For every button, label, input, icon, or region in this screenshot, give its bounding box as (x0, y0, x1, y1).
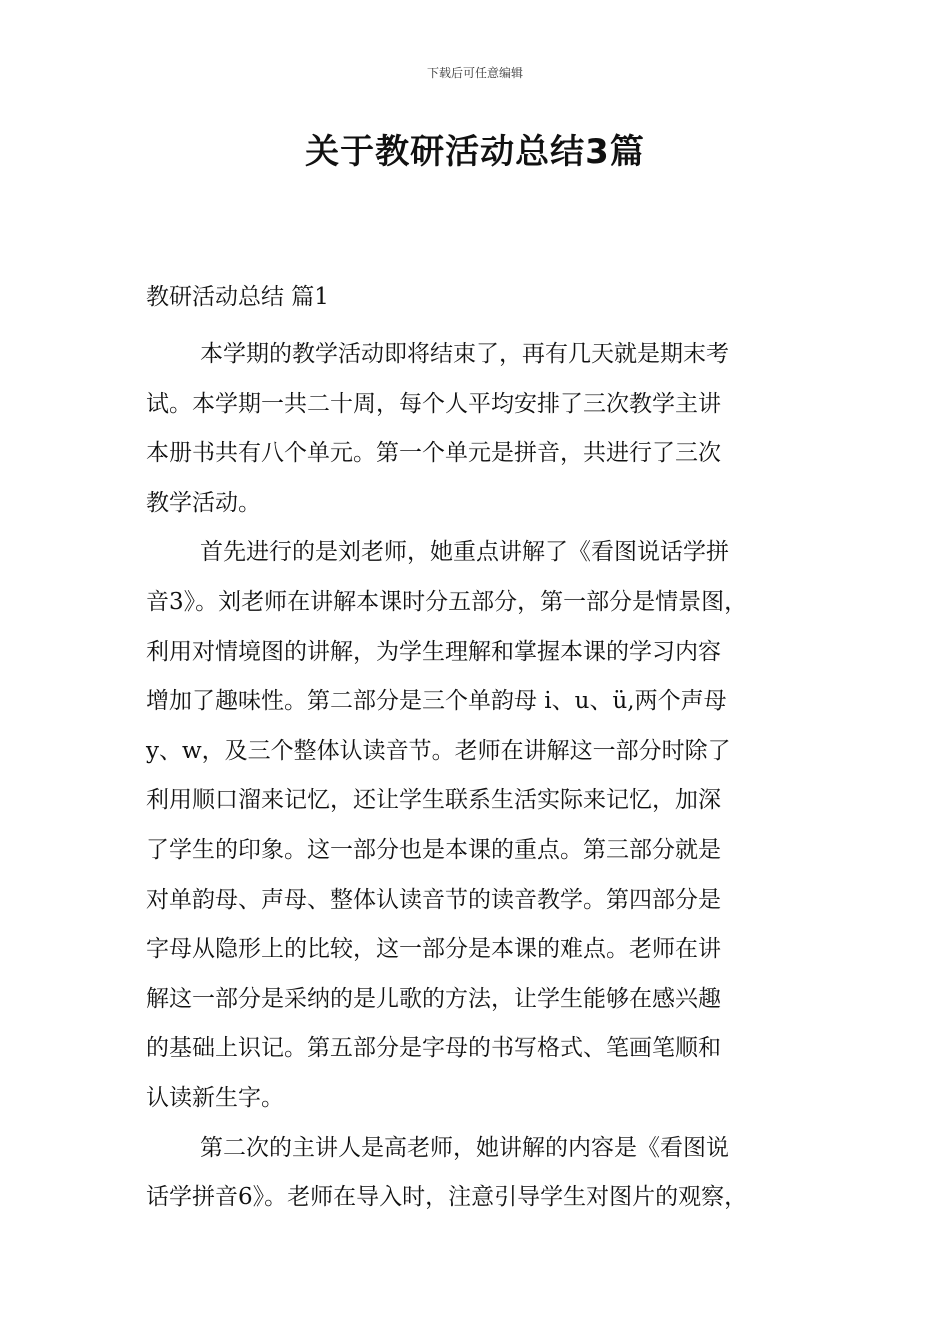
text-line: 增加了趣味性。第二部分是三个单韵母 i、u、ü,两个声母 (146, 688, 727, 715)
text-line: 利用对情境图的讲解，为学生理解和掌握本课的学习内容 (146, 638, 721, 665)
text-line: 本学期的教学活动即将结束了，再有几天就是期末考 (200, 341, 729, 367)
paragraph-3 (146, 1124, 808, 1223)
text-line: 的基础上识记。第五部分是字母的书写格式、笔画笔顺和 (146, 1035, 721, 1062)
text-line: 音3》。刘老师在讲解本课时分五部分，第一部分是情景图， (146, 588, 748, 615)
text-line: 利用顺口溜来记忆，还让学生联系生活实际来记忆，加深 (146, 787, 721, 814)
text-line: 解这一部分是采纳的是儿歌的方法，让学生能够在感兴趣 (146, 985, 721, 1012)
text-line: 对单韵母、声母、整体认读音节的读音教学。第四部分是 (146, 886, 721, 913)
text-line: 话学拼音6》。老师在导入时，注意引导学生对图片的观察， (146, 1184, 748, 1211)
text-line: 教学活动。 (146, 489, 261, 516)
paragraph-2 (146, 528, 808, 1123)
text-line: 首先进行的是刘老师，她重点讲解了《看图说话学拼 (200, 539, 729, 566)
page-header: 下载后可任意编辑 (426, 66, 523, 80)
paragraph-1 (146, 330, 808, 528)
text-line: 了学生的印象。这一部分也是本课的重点。第三部分就是 (146, 836, 721, 863)
text-line: 本册书共有八个单元。第一个单元是拼音，共进行了三次 (146, 440, 721, 467)
text-line: 试。本学期一共二十周，每个人平均安排了三次教学主讲 (146, 390, 721, 417)
text-line: 第二次的主讲人是高老师，她讲解的内容是《看图说 (200, 1134, 729, 1161)
document-body (146, 330, 808, 1223)
text-line: 字母从隐形上的比较，这一部分是本课的难点。老师在讲 (146, 936, 721, 963)
section-heading: 教研活动总结 篇1 (146, 284, 329, 310)
text-line: y、w，及三个整体认读音节。老师在讲解这一部分时除了 (146, 737, 731, 764)
document-title: 关于教研活动总结3篇 (305, 132, 645, 172)
text-line: 认读新生字。 (146, 1084, 284, 1111)
